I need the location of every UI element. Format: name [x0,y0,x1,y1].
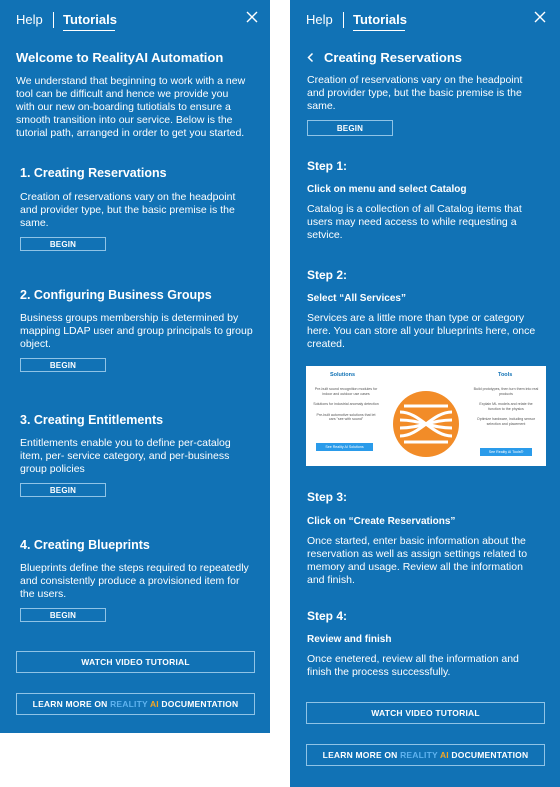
step-label: Step 3: [307,490,348,504]
begin-button-configuring-business-groups[interactable]: BEGIN [20,358,106,372]
welcome-description: We understand that beginning to work with a new tool can be difficult and hence we provide you with our new on-boarding tutiotials to ensure a smooth transition into our service. Below is the tutorial path, arranged in order to get you started. [16,75,246,139]
section-description: Business groups membership is determined by mapping LDAP user and group principals to group object. [20,312,253,350]
step-label: Step 1: [307,159,348,173]
tutorials-tab[interactable]: Tutorials [63,12,117,27]
begin-button[interactable]: BEGIN [307,120,393,136]
step-description: Once enetered, review all the information and finish the process successfully. [307,653,519,678]
section-title-creating-entitlements: 3. Creating Entitlements [20,413,164,427]
step-label: Step 2: [307,268,348,282]
active-tab-underline [63,30,115,31]
watch-video-tutorial-button[interactable]: WATCH VIDEO TUTORIAL [16,651,255,673]
close-icon[interactable] [533,10,547,24]
section-title-creating-blueprints: 4. Creating Blueprints [20,538,150,552]
detail-intro: Creation of reservations vary on the headpoint and provider type, but the basic premise is the same. [307,74,523,112]
step-subtitle: Click on “Create Reservations” [307,516,456,527]
all-services-screenshot [306,366,546,466]
step-description: Services are a little more than type or category here. You can store all your blueprints here, once created. [307,312,536,350]
solutions-text: Pre-built sound recognition modules for indoor and outdoor use cases Solutions for industrial anomaly detection Pre-built automotive solutions that let cars "see with sound" [313,387,379,421]
learn-more-documentation-button[interactable]: LEARN MORE ON REALITY AI DOCUMENTATION [306,744,545,766]
step-subtitle: Select “All Services” [307,293,406,304]
see-solutions-button: See Reality AI Solutions [316,443,373,451]
begin-button-creating-reservations[interactable]: BEGIN [20,237,106,251]
tools-text: Build prototypes, then turn them into real products Explain ML models and relate the function to the physics Optimize hardware, including sensor selection and placement [473,387,539,426]
see-tools-button: See Reality AI Tools® [480,448,532,456]
step-description: Catalog is a collection of all Catalog items that users may need access to while requesting a setvice. [307,203,522,241]
section-description: Blueprints define the steps required to repeatedly and consistently produce a provisioned item for the users. [20,562,249,600]
solutions-heading: Solutions [330,372,356,378]
active-tab-underline [353,30,405,31]
help-tab[interactable]: Help [16,12,43,27]
tools-heading: Tools [498,372,513,378]
reality-ai-logo-icon [390,388,462,460]
close-icon[interactable] [245,10,259,24]
section-description: Creation of reservations vary on the headpoint and provider type, but the basic premise is the same. [20,191,236,229]
detail-title: Creating Reservations [324,50,462,65]
help-tab[interactable]: Help [306,12,333,27]
learn-more-documentation-button[interactable]: LEARN MORE ON REALITY AI DOCUMENTATION [16,693,255,715]
step-subtitle: Review and finish [307,634,392,645]
begin-button-creating-blueprints[interactable]: BEGIN [20,608,106,622]
section-description: Entitlements enable you to define per-catalog item, per- service category, and per-business group policies [20,437,231,475]
begin-button-creating-entitlements[interactable]: BEGIN [20,483,106,497]
step-label: Step 4: [307,609,348,623]
step-description: Once started, enter basic information about the reservation as well as assign settings related to memory and usage. Review all the information and finish. [307,535,528,586]
section-title-configuring-business-groups: 2. Configuring Business Groups [20,288,212,302]
welcome-title: Welcome to RealityAI Automation [16,50,224,65]
step-subtitle: Click on menu and select Catalog [307,184,467,195]
section-title-creating-reservations: 1. Creating Reservations [20,166,167,180]
tab-divider [53,12,54,28]
tutorials-tab[interactable]: Tutorials [353,12,407,27]
watch-video-tutorial-button[interactable]: WATCH VIDEO TUTORIAL [306,702,545,724]
back-chevron-icon[interactable] [306,52,315,63]
tutorial-overview-panel [0,0,270,733]
tab-divider [343,12,344,28]
